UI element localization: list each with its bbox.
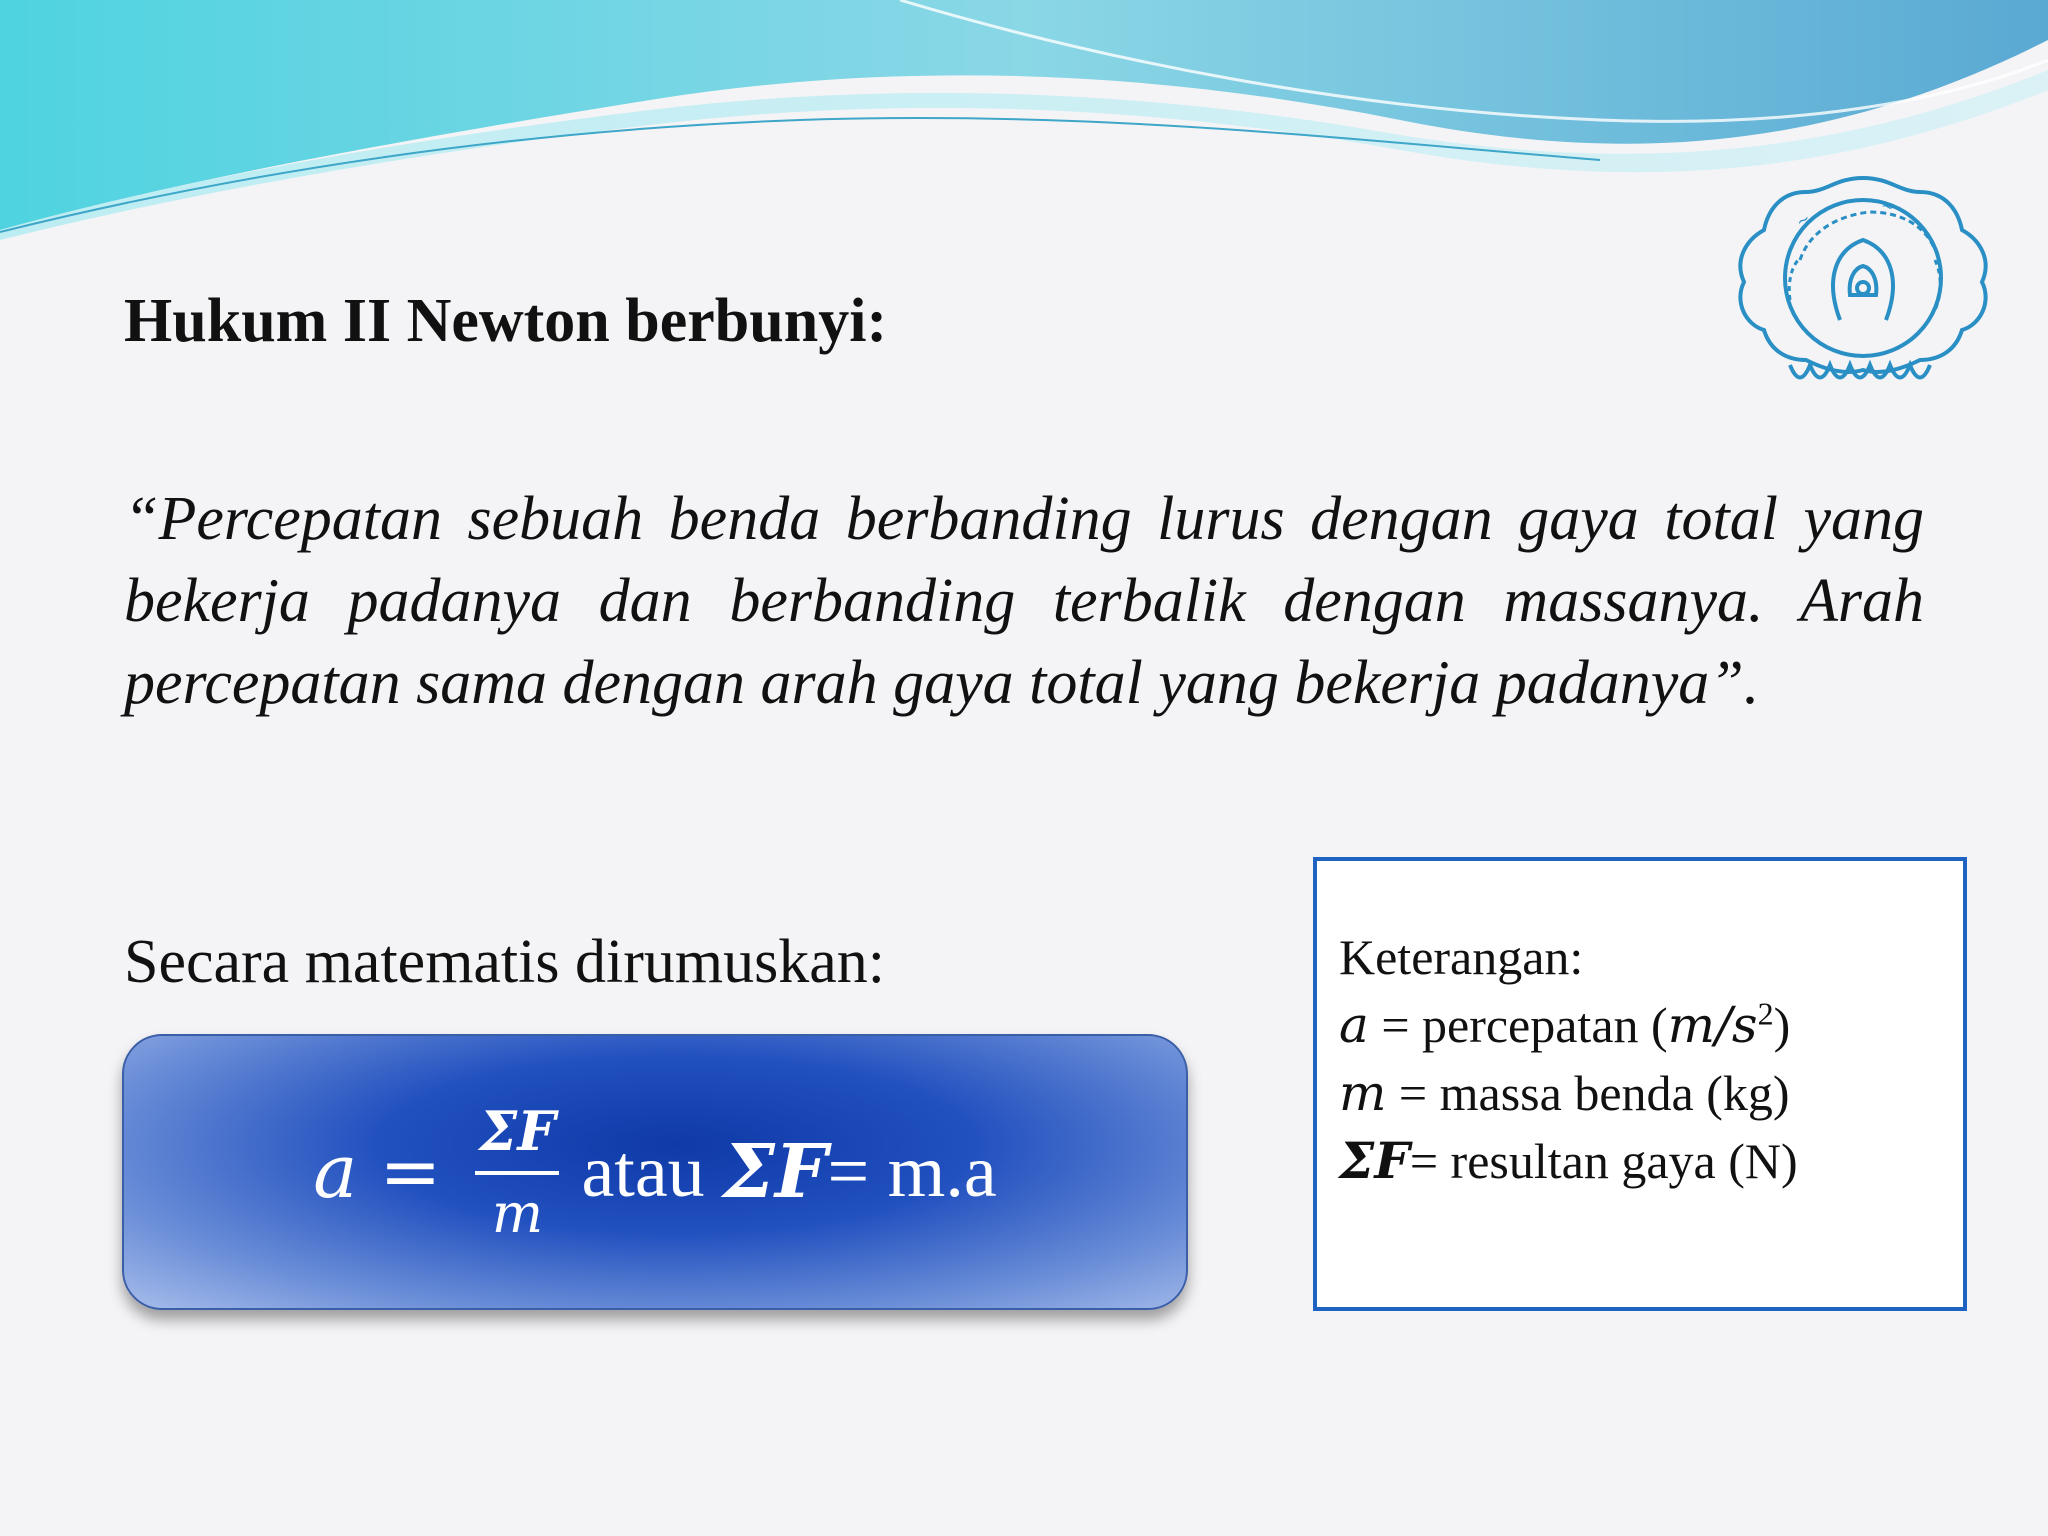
formula-acceleration-symbol: a: [313, 1129, 358, 1215]
formula-equals-sign: =: [379, 1129, 442, 1215]
legend-mass-symbol: m: [1339, 1064, 1387, 1122]
svg-text:~: ~: [1878, 195, 1897, 218]
university-seal-icon: [1730, 170, 1996, 400]
formula-fraction: [475, 1096, 559, 1249]
legend-title: Keterangan:: [1339, 929, 1584, 985]
legend-content: [1339, 923, 1798, 1195]
formula-sum-force: ΣF: [722, 1129, 828, 1215]
svg-text:~: ~: [1792, 208, 1814, 232]
legend-mass-text: = massa benda (kg): [1386, 1065, 1790, 1121]
legend-acceleration-exponent: 2: [1757, 995, 1774, 1032]
formula-rhs: = m.a: [827, 1130, 997, 1213]
legend-force-text: = resultan gaya (N): [1409, 1133, 1798, 1189]
legend-item-acceleration: [1339, 991, 1798, 1059]
legend-acceleration-unit: m/s: [1667, 996, 1758, 1054]
legend-item-force: [1339, 1127, 1798, 1195]
legend-force-symbol: ΣF: [1339, 1131, 1410, 1190]
formula-numerator: [479, 1096, 556, 1167]
legend-box: [1313, 857, 1967, 1311]
legend-acceleration-close: ): [1773, 997, 1791, 1053]
legend-item-mass: [1339, 1059, 1798, 1127]
legend-acceleration-symbol: a: [1339, 996, 1369, 1054]
legend-acceleration-text: = percepatan (: [1368, 997, 1668, 1053]
formula-intro-text: Secara matematis dirumuskan:: [124, 928, 885, 996]
fraction-bar: [475, 1171, 559, 1175]
formula-connector: atau: [581, 1130, 705, 1213]
formula-denominator: m: [491, 1181, 544, 1245]
newton-second-law-formula: [124, 1036, 1186, 1308]
formula-panel: [122, 1034, 1188, 1310]
newton-law-quote: “Percepatan sebuah benda berbanding lurus dengan gaya total yang bekerja padanya dan berbanding terbalik dengan massanya. Arah percepatan sama dengan arah gaya total yang bekerja padanya”.: [124, 485, 1924, 717]
slide-heading: Hukum II Newton berbunyi:: [124, 287, 888, 355]
formula-numerator-text: ΣF: [479, 1098, 556, 1163]
